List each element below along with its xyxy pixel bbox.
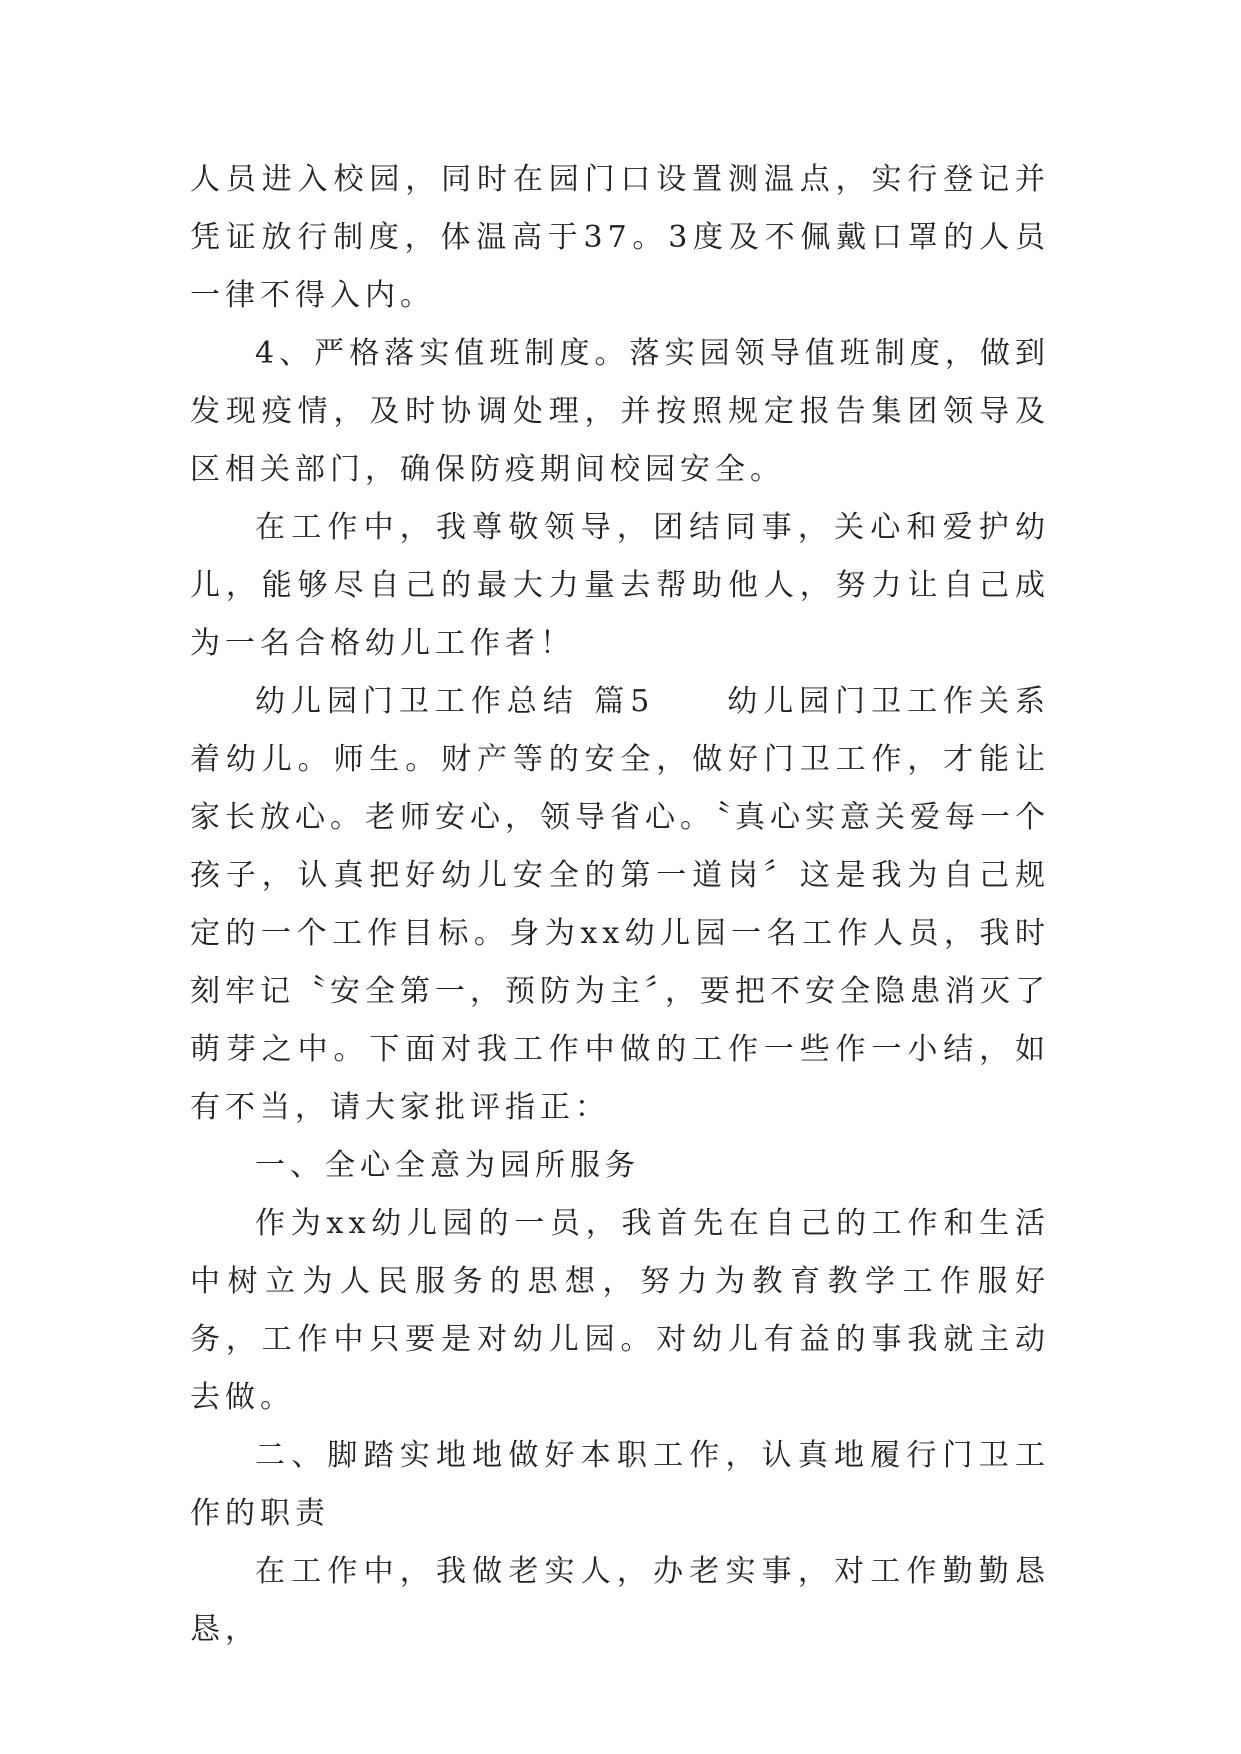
section-heading-2: 二、脚踏实地地做好本职工作，认真地履行门卫工作的职责 [190, 1438, 1050, 1531]
paragraph-4: 幼儿园门卫工作总结 篇5 幼儿园门卫工作关系着幼儿。师生。财产等的安全，做好门卫工作，才能让家长放心。老师安心，领导省心。〝真心实意关爱每一个孩子，认真把好幼儿安全的第一道岗〞这是我为自己规定的一个工作目标。身为xx幼儿园一名工作人员，我时刻牢记〝安全第一，预防为主〞，要把不安全隐患消灭了萌芽之中。下面对我工作中做的工作一些作一小结，如有不当，请大家批评指正： [190, 684, 1050, 1125]
paragraph-6: 在工作中，我做老实人，办老实事，对工作勤勤恳恳， [190, 1554, 1050, 1647]
paragraph-2: 4、严格落实值班制度。落实园领导值班制度，做到发现疫情，及时协调处理，并按照规定报告集团领导及区相关部门，确保防疫期间校园安全。 [190, 336, 1050, 487]
document-body [190, 151, 1050, 1659]
paragraph-5: 作为xx幼儿园的一员，我首先在自己的工作和生活中树立为人民服务的思想，努力为教育教学工作服好务，工作中只要是对幼儿园。对幼儿有益的事我就主动去做。 [190, 1206, 1050, 1415]
paragraph-3: 在工作中，我尊敬领导，团结同事，关心和爱护幼儿，能够尽自己的最大力量去帮助他人，努力让自己成为一名合格幼儿工作者！ [190, 510, 1050, 661]
paragraph-1: 人员进入校园，同时在园门口设置测温点，实行登记并凭证放行制度，体温高于37。3度及不佩戴口罩的人员一律不得入内。 [190, 162, 1050, 313]
section-heading-1: 一、全心全意为园所服务 [255, 1148, 640, 1183]
